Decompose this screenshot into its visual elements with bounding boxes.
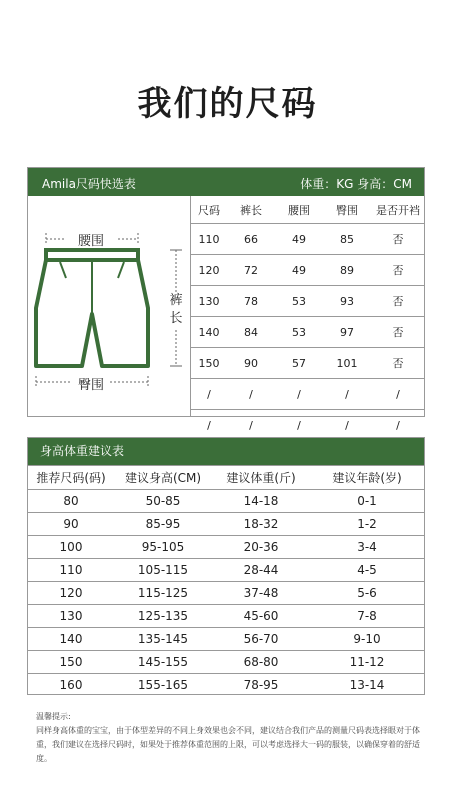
table-cell: 150 [198, 356, 220, 370]
table-cell: 80 [63, 494, 79, 508]
column-header: 建议身高(CM) [124, 471, 202, 485]
size-chart-table [27, 167, 425, 432]
size-grid [191, 196, 425, 440]
table-cell: 否 [392, 233, 404, 246]
table-row [191, 410, 425, 440]
table-cell: / [297, 418, 301, 432]
table-row [28, 604, 424, 627]
table-cell: / [249, 387, 253, 401]
table-cell: 45-60 [243, 609, 279, 623]
table-cell: 3-4 [357, 540, 377, 554]
table-row [191, 348, 425, 379]
table-cell: 115-125 [137, 586, 189, 600]
table-cell: 53 [292, 294, 306, 308]
recommendation-header-row [28, 465, 424, 489]
table-row [28, 627, 424, 650]
length-label: 裤长 [169, 293, 183, 326]
table-cell: 93 [340, 294, 354, 308]
size-chart-header [28, 168, 424, 196]
table-cell: 140 [59, 632, 83, 646]
table-row [28, 535, 424, 558]
column-header: 裤长 [240, 203, 262, 217]
table-cell: 90 [63, 517, 79, 531]
table-cell: 110 [59, 563, 83, 577]
table-row [191, 317, 425, 348]
table-cell: 155-165 [137, 678, 189, 692]
table-cell: 89 [340, 263, 354, 277]
table-cell: 120 [59, 586, 83, 600]
table-cell: 140 [198, 325, 220, 339]
recommendation-title: 身高体重建议表 [28, 438, 424, 465]
table-cell: 13-14 [349, 678, 385, 692]
table-row [28, 558, 424, 581]
table-cell: 72 [244, 263, 258, 277]
table-cell: / [396, 418, 400, 432]
table-row [28, 581, 424, 604]
table-cell: 否 [392, 357, 404, 370]
table-cell: / [345, 418, 349, 432]
table-cell: 18-32 [243, 517, 279, 531]
column-header: 建议体重(斤) [226, 471, 296, 485]
table-cell: 49 [292, 232, 306, 246]
table-cell: 101 [336, 356, 358, 370]
table-cell: 78 [244, 294, 258, 308]
table-cell: 4-5 [357, 563, 377, 577]
tips-heading: 温馨提示: [36, 712, 71, 721]
column-header: 推荐尺码(码) [36, 471, 106, 485]
table-cell: 56-70 [243, 632, 279, 646]
table-cell: 14-18 [243, 494, 279, 508]
recommendation-table [27, 437, 425, 695]
table-cell: 105-115 [137, 563, 189, 577]
size-chart-units: 体重：KG 身高：CM [300, 177, 412, 191]
table-cell: / [297, 387, 301, 401]
table-cell: 20-36 [243, 540, 279, 554]
table-cell: 0-1 [357, 494, 377, 508]
table-row [28, 512, 424, 535]
table-cell: 100 [59, 540, 83, 554]
table-cell: 150 [59, 655, 83, 669]
tips-body: 同样身高体重的宝宝，由于体型差异的不同上身效果也会不同，建议结合我们产品的测量尺码表选择眼对于体重，我们建议在选择尺码时，如果处于推荐体重范围的上限，可以考虑选择大一码的服装，以确保穿着的舒适度。 [36, 726, 420, 763]
table-row [28, 673, 424, 696]
table-row [28, 650, 424, 673]
table-cell: 49 [292, 263, 306, 277]
table-cell: 7-8 [357, 609, 377, 623]
size-chart-title: Amila尺码快选表 [42, 177, 136, 191]
table-row [191, 286, 425, 317]
column-header: 臀围 [336, 203, 358, 217]
table-cell: 130 [198, 294, 220, 308]
table-cell: 53 [292, 325, 306, 339]
table-cell: 145-155 [137, 655, 189, 669]
size-grid-header-row [191, 196, 425, 224]
table-cell: / [249, 418, 253, 432]
column-header: 建议年龄(岁) [332, 471, 402, 485]
column-header: 是否开裆 [376, 203, 420, 217]
table-cell: 85 [340, 232, 354, 246]
table-cell: 135-145 [137, 632, 189, 646]
column-header: 腰围 [288, 203, 310, 217]
table-cell: 97 [340, 325, 354, 339]
table-cell: 57 [292, 356, 306, 370]
table-cell: 120 [198, 263, 220, 277]
table-cell: 90 [244, 356, 258, 370]
table-cell: 否 [392, 326, 404, 339]
column-header: 尺码 [198, 203, 220, 217]
table-cell: 28-44 [243, 563, 279, 577]
hip-label: 臀围 [78, 378, 105, 393]
table-cell: 37-48 [243, 586, 279, 600]
table-cell: 11-12 [349, 655, 385, 669]
table-cell: 1-2 [357, 517, 377, 531]
page-title: 我们的尺码 [137, 84, 318, 124]
table-cell: / [207, 418, 211, 432]
table-row [28, 489, 424, 512]
table-row [191, 224, 425, 255]
tips-section [36, 710, 426, 766]
table-cell: / [207, 387, 211, 401]
table-cell: / [396, 387, 400, 401]
table-cell: 125-135 [137, 609, 189, 623]
table-cell: 110 [198, 232, 220, 246]
table-cell: 68-80 [243, 655, 279, 669]
table-cell: 85-95 [145, 517, 181, 531]
table-cell: 5-6 [357, 586, 377, 600]
shorts-diagram [28, 196, 191, 417]
table-cell: 否 [392, 295, 404, 308]
table-cell: 50-85 [145, 494, 181, 508]
table-cell: / [345, 387, 349, 401]
table-cell: 否 [392, 264, 404, 277]
table-cell: 78-95 [243, 678, 279, 692]
waist-label: 腰围 [78, 234, 105, 249]
table-cell: 66 [244, 232, 258, 246]
table-cell: 160 [59, 678, 83, 692]
table-row [191, 379, 425, 410]
table-cell: 9-10 [353, 632, 381, 646]
table-cell: 95-105 [141, 540, 185, 554]
table-row [191, 255, 425, 286]
table-cell: 84 [244, 325, 258, 339]
shorts-illustration [28, 196, 190, 417]
table-cell: 130 [59, 609, 83, 623]
